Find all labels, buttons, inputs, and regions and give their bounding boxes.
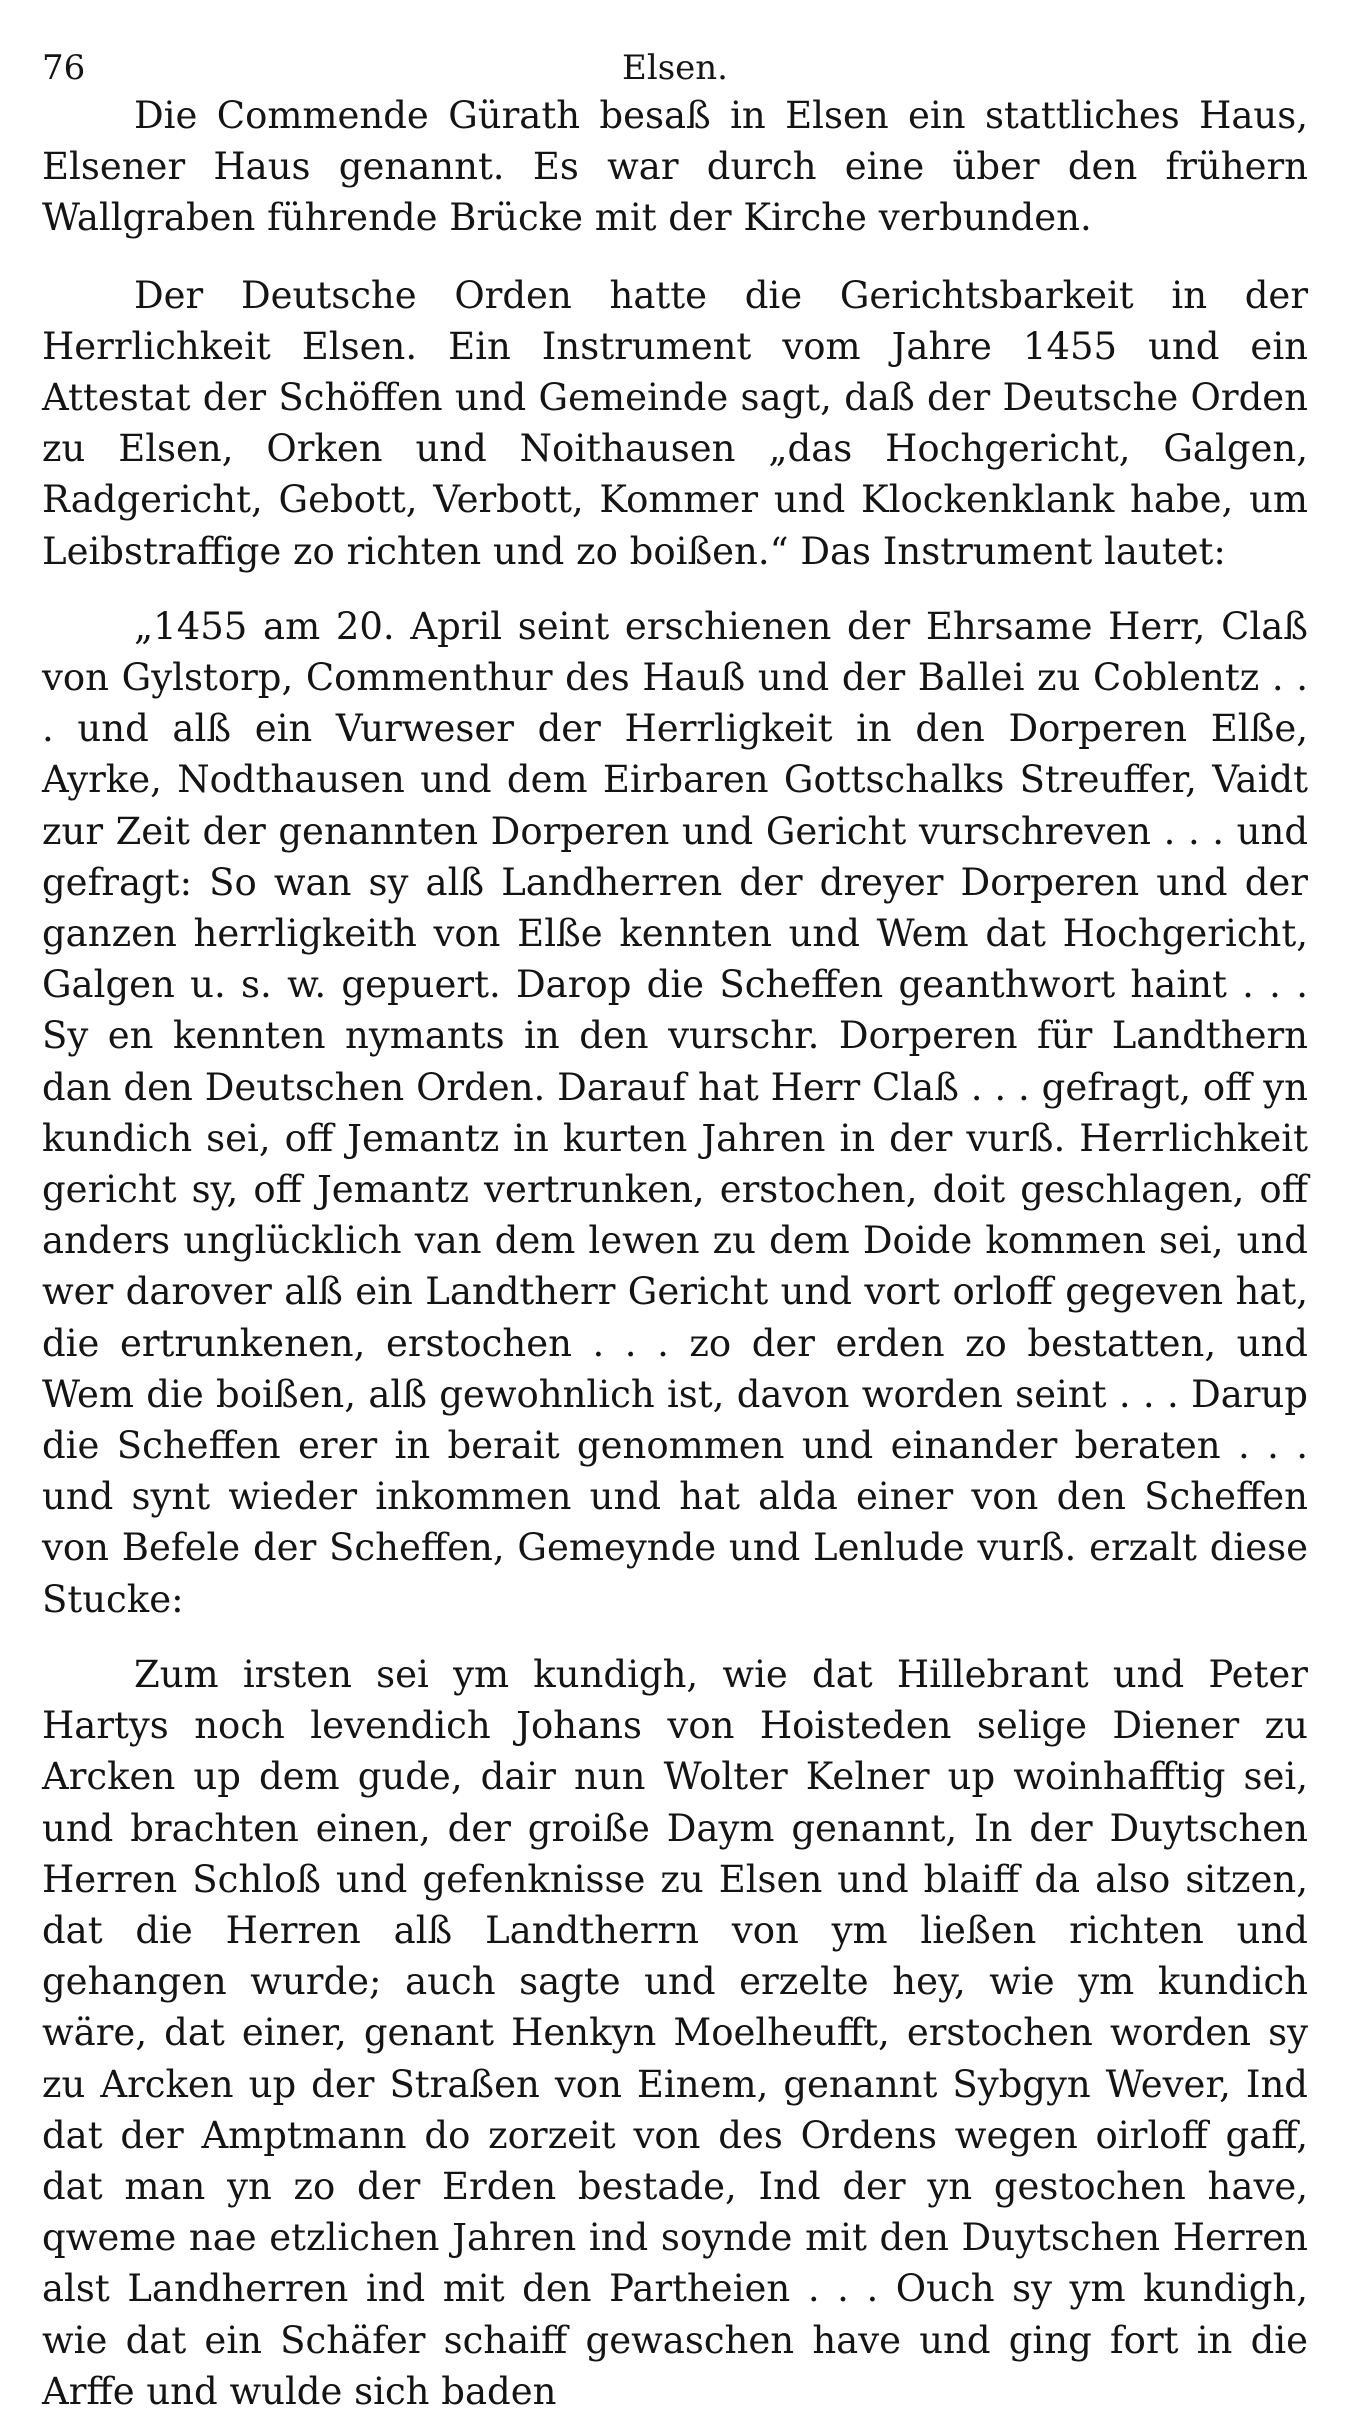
paragraph-first-testimony: Zum irsten sei ym kundigh, wie dat Hillebrant und Peter Hartys noch levendich Johans von Hoisteden selige Diener zu Arcken up dem gude, dair nun Wolter Kelner up woinhafftig sei, und brachten einen, der groiße Daym genannt, In der Duytschen Herren Schloß und gefenknisse zu Elsen und blaiff da also sitzen, dat die Herren alß Landtherrn von ym ließen richten und gehangen wurde; auch sagte und erzelte hey, wie ym kundich wäre, dat einer, genant Henkyn Moelheufft, erstochen worden sy zu Arcken up der Straßen von Einem, genannt Sybgyn Wever, Ind dat der Amptmann do zorzeit von des Ordens wegen oirloff gaff, dat man yn zo der Erden bestade, Ind der yn gestochen have, qweme nae etzlichen Jahren ind soynde mit den Duytschen Herren alst Landherren ind mit den Partheien . . . Ouch sy ym kundigh, wie dat ein Schäfer schaiff gewaschen have und ging fort in die Arffe und wulde sich baden — [42, 1652, 1308, 2413]
paragraph-jurisdiction: Der Deutsche Orden hatte die Gerichtsbarkeit in der Herrlichkeit Elsen. Ein Instrument vom Jahre 1455 und ein Attestat der Schöffen und Gemeinde sagt, daß der Deutsche Orden zu Elsen, Orken und Noithausen „das Hochgericht, Galgen, Radgericht, Gebott, Verbott, Kommer und Klockenklank habe, um Leibstraffige zo richten und zo boißen.“ Das Instrument lautet: — [42, 273, 1308, 573]
running-head — [42, 0, 1308, 90]
body-text — [42, 90, 1308, 2417]
paragraph-commende: Die Commende Gürath besaß in Elsen ein stattliches Haus, Elsener Haus genannt. Es war durch eine über den frühern Wallgraben führende Brücke mit der Kirche verbunden. — [42, 94, 1308, 240]
document-page — [42, 0, 1308, 2413]
running-title: Elsen. — [622, 48, 728, 88]
paragraph-instrument-quote: „1455 am 20. April seint erschienen der Ehrsame Herr, Claß von Gylstorp, Commenthur des Hauß und der Ballei zu Coblentz . . . und alß ein Vurweser der Herrligkeit in den Dorperen Elße, Ayrke, Nodthausen und dem Eirbaren Gottschalks Streuffer, Vaidt zur Zeit der genannten Dorperen und Gericht vurschreven . . . und gefragt: So wan sy alß Landherren der dreyer Dorperen und der ganzen herrligkeith von Elße kennten und Wem dat Hochgericht, Galgen u. s. w. gepuert. Darop die Scheffen geanthwort haint . . . Sy en kennten nymants in den vurschr. Dorperen für Landthern dan den Deutschen Orden. Darauf hat Herr Claß . . . gefragt, off yn kundich sei, off Jemantz in kurten Jahren in der vurß. Herrlichkeit gericht sy, off Jemantz vertrunken, erstochen, doit geschlagen, off anders unglücklich van dem lewen zu dem Doide kommen sei, und wer darover alß ein Landtherr Gericht und vort orloff gegeven hat, die ertrunkenen, erstochen . . . zo der erden zo bestatten, und Wem die boißen, alß gewohnlich ist, davon worden seint . . . Darup die Scheffen erer in berait genommen und einander beraten . . . und synt wieder inkommen und hat alda einer von den Scheffen von Befele der Scheffen, Gemeynde und Lenlude vurß. erzalt diese Stucke: — [42, 604, 1308, 1621]
page-number: 76 — [42, 48, 86, 88]
